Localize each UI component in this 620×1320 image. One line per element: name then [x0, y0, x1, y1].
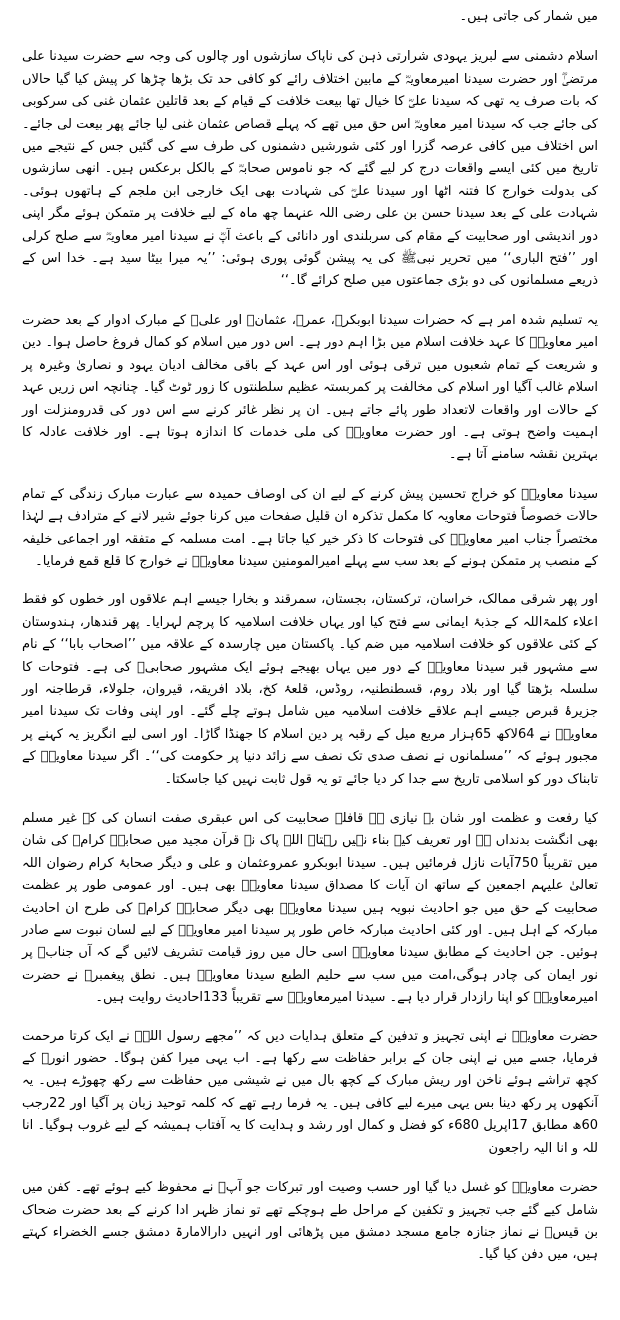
paragraph-tribute: سیدنا معاویہؓ کو خراج تحسین پیش کرنے کے لیے ان کی اوصاف حمیدہ سے عبارت مبارک زندگی کے تمام حالات خصوصاً فتوحات معاویہ کا مکمل تذکرہ ان قلیل صفحات میں کرنا جوئے شیر لانے کے مترادف ہے لہٰذا مختصراً جناب امیر معاویہؓ کی فتوحات کا ذکر خیر کیا جاتا ہے۔ امت مسلمہ کے متفقہ اور اجماعی خلیفہ کے منصب پر متمکن ہونے کے بعد سب سے پہلے امیرالمومنین سیدنا معاویہؓ نے خوارج کا قلع قمع فرمایا۔	[22, 486, 598, 569]
paragraph-final-instructions: حضرت معاویہؓ نے اپنی تجہیز و تدفین کے متعلق ہدایات دیں کہ ’’مجھے رسول اللہؐ نے ایک کرتا مرحمت فرمایا، جسے میں نے اپنی جان کے برابر حفاظت سے رکھا ہے۔ اب یہی میرا کفن ہوگا۔ حضور انورؐ کے کچھ تراشے ہوئے ناخن اور ریش مبارک کے کچھ بال میں نے شیشی میں حفاظت سے رکھ چھوڑے ہیں۔ یہ آنکھوں پر رکھ دینا بس یہی میرے لیے کافی ہیں۔ یہ فرما رہے تھے کہ کلمہ توحید زبان پر آگیا اور 22رجب 60ھ مطابق 17اپریل 680ء کو فضل و کمال اور رشد و ہدایت کا یہ آفتاب ہمیشہ کے لیے غروب ہوگیا۔ انا للہ و انا الیہ راجعون	[22, 1028, 599, 1156]
paragraph-virtues: کیا رفعت و عظمت اور شان بے نیازی ہے قافلۂ صحابیت کی اس عبقری صفت انسان کی کہ غیر مسلم بھی انگشت بدنداں ہے اور تعریف کیے بناء نہیں رہتا۔ اللہ پاک نے قرآن مجید میں صحابہؓ کرامؓ کی شان میں تقریباً 750آیات نازل فرمائیں ہیں۔ سیدنا ابوبکرو عمروعثمان و علی و دیگر صحابۂ کرام رضوان اللہ تعالیٰ علیہم اجمعین کے ساتھ ان آیات کا مصداق سیدنا معاویہؓ بھی ہیں۔ اور عمومی طور پر عظمت صحابیت کے حق میں جو احادیث نبویہ ہیں سیدنا معاویہؓ بھی دیگر صحابہؓ کرامؓ کی طرح ان احادیث مبارکہ کے اہل ہیں۔ اور کئی احادیث مبارکہ خاص طور پر سیدنا امیر معاویہؓ کے لیے لسان نبوت سے صادر ہوئیں۔ جن احادیث کے مطابق سیدنا معاویہؓ اسی حال میں روز قیامت تشریف لائیں گے کہ آں جنابؓ پر نور ایمان کی چادر ہوگی،امت میں سب سے حلیم الطبع سیدنا معاویہؓ ہیں۔ نطق پیغمبرؐ نے حضرت امیرمعاویہؓ کو اپنا رازدار قرار دیا ہے۔ سیدنا امیرمعاویہؓ سے تقریباً 133احادیث روایت ہیں۔	[22, 811, 598, 1006]
paragraph-funeral: حضرت معاویہؓ کو غسل دیا گیا اور حسب وصیت اور تبرکات جو آپؓ نے محفوظ کیے ہوئے تھے۔ کفن میں شامل کیے گئے جب تجہیز و تکفین کے مراحل طے ہوچکے تھے تو نماز ظہر ادا کرنے کے بعد حضرت ضحاک بن قیسؓ نے نماز جنازہ جامع مسجد دمشق میں پڑھائی اور انہیں دارالامارۃ دمشق جسے الخضراء کہتے ہیں، میں دفن کیا گیا۔	[22, 1180, 598, 1263]
paragraph-dispute: اسلام دشمنی سے لبریز یہودی شرارتی ذہن کی ناپاک سازشوں اور چالوں کی وجہ سے حضرت سیدنا علی مرتضیٰؓ اور حضرت سیدنا امیرمعاویہؓ کے مابین اختلاف رائے کو کافی حد تک بڑھا چڑھا کر پیش کیا گیا حالاں کہ بات صرف یہ تھی کہ سیدنا علیؓ کا خیال تھا بیعت خلافت کے قیام کے بعد قاتلین عثمان غنی کی سرکوبی کی جائے جب کہ سیدنا امیر معاویہؓ اس حق میں تھے کہ پہلے قصاص عثمان غنی لیا جائے پھر بیعت لی جائے۔ اس اختلاف میں کافی عرصہ گزرا اور کئی شورشیں دشمنوں کی طرف سے کی گئیں جس کے نتیجے میں تاریخ میں کئی ایسے واقعات درج کر لیے گئے کہ جو ناموس صحابہؓ کے بالکل برعکس ہیں۔ انھی سازشوں کی بدولت خوارج کا فتنہ اٹھا اور سیدنا علیؓ کی شہادت بھی ایک خارجی ابن ملجم کے ہاتھوں ہوئی۔ شہادت علی کے بعد سیدنا حسن بن علی رضی اللہ عنہما چھ ماہ کے لیے خلافت پر متمکن ہوئے مگر اپنی دور اندیشی اور صحابیت کے مقام کی سربلندی اور دانائی کے باعث آپؓ نے سیدنا امیر معاویہؓ سے صلح کرلی اور ’’فتح الباری‘‘ میں تحریر نبیﷺ کی یہ پیشن گوئی پوری ہوئی: ’’یہ میرا بیٹا سید ہے۔ خدا اس کے ذریعے مسلمانوں کی دو بڑی جماعتوں میں صلح کرائے گا۔‘‘	[22, 49, 598, 289]
paragraph-continuation: میں شمار کی جاتی ہیں۔	[459, 9, 598, 24]
paragraph-conquests: اور پھر شرقی ممالک، خراسان، ترکستان، بجستان، سمرقند و بخارا جیسے اہم علاقوں اور خطوں کو فقط اعلاء کلمۃاللہ کے جذبۂ ایمانی سے فتح کیا اور یہاں خلافت اسلامیہ کا پرچم لہرایا۔ پھر قندھار، ہندوستان کے کئی علاقوں کو خلافت اسلامیہ میں ضم کیا۔ پاکستان میں چارسدہ کے علاقہ میں ’’اصحاب بابا‘‘ کے نام سے مشہور قبر سیدنا معاویہؓ کے دور میں یہاں بھیجے ہوئے ایک مشہور صحابیؓ کی ہے۔ فتوحات کا سلسلہ بڑھتا گیا اور بلاد روم، قسطنطنیہ، روڈس، قلعۂ کخ، بلاد افریقہ، قیروان، جلولاء، قرطاجنہ اور جزیرۂ قبرص جیسے اہم علاقے خلافت اسلامیہ میں شامل ہوتے چلے گئے۔ اور اپنی وفات تک سیدنا امیر معاویہؓ نے 64لاکھ 65ہزار مربع میل کے رقبہ پر دین اسلام کا جھنڈا گاڑا۔ اور اسی لیے انگریز یہ کہنے پر مجبور ہوئے کہ ’’مسلمانوں نے نصف صدی تک نصف سے زائد دنیا پر حکومت کی‘‘۔ اگر سیدنا معاویہؓ کے تابناک دور کو اسلامی تاریخ سے جدا کر دیا جائے تو یہ قول ثابت نہیں کیا جاسکتا۔	[22, 592, 599, 787]
paragraph-era-importance: یہ تسلیم شدہ امر ہے کہ حضرات سیدنا ابوبکرؓ، عمرؓ، عثمانؓ اور علیؓ کے مبارک ادوار کے بعد حضرت امیر معاویہؓ کا عہد خلافت اسلام میں بڑا اہم دور ہے۔ اس دور میں اسلام کو کمال فروغ حاصل ہوا۔ دین و شریعت کے تمام شعبوں میں ترقی ہوئی اور اس عہد کے باقی مخالف ادیان یہود و نصاریٰ وغیرہ پر اسلام غالب آگیا اور اسلام کی مخالفت پر کمربستہ عظیم سلطنتوں کا زور ٹوٹ گیا۔ چنانچہ اس زریں عہد کے حالات اور واقعات لاتعداد طور پائے جاتے ہیں۔ ان پر نظر غائر کرنے سے اس دور کی قدرومنزلت اور اہمیت واضح ہوتی ہے۔ اور حضرت معاویہؓ کی ملی خدمات کا اندازہ ہوتا ہے۔ اور خلافت عادلہ کا بہترین نقشہ سامنے آتا ہے۔	[22, 312, 598, 463]
